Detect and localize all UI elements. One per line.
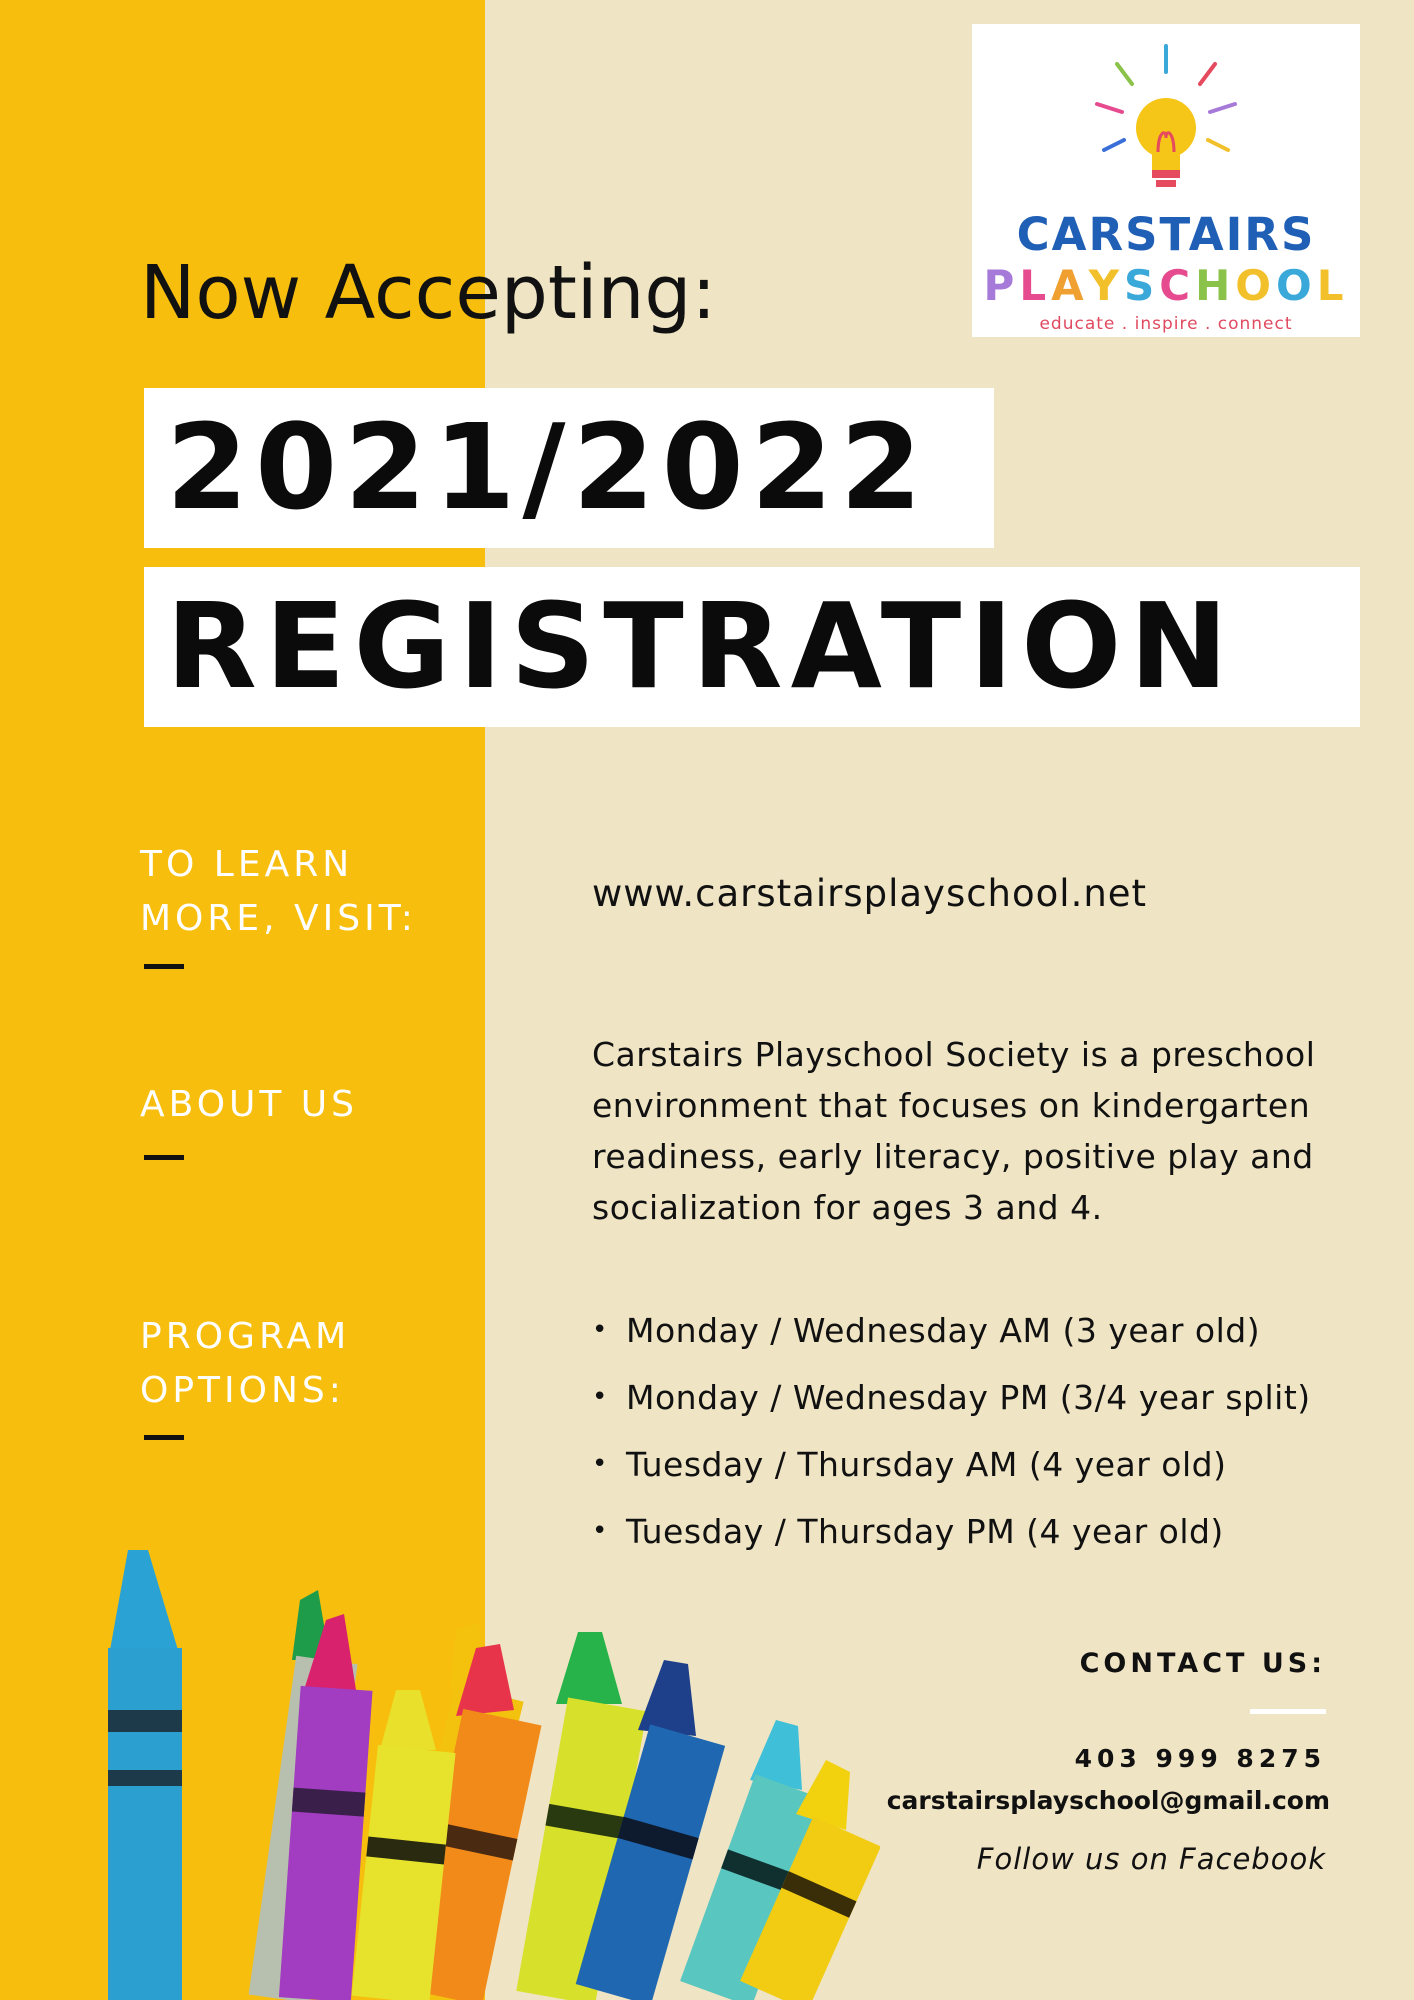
logo-letter: A xyxy=(1051,261,1089,310)
learn-more-line2: MORE, VISIT: xyxy=(140,898,417,939)
learn-more-label xyxy=(140,838,417,946)
facebook-note: Follow us on Facebook xyxy=(976,1842,1326,1876)
now-accepting-heading: Now Accepting: xyxy=(140,250,717,336)
program-options-line2: OPTIONS: xyxy=(140,1370,345,1411)
about-us-text: Carstairs Playschool Society is a preschool environment that focuses on kindergarten readiness, early literacy, positive play and socialization for ages 3 and 4. xyxy=(592,1035,1316,1227)
logo-letter: H xyxy=(1195,261,1236,310)
logo-name-line2 xyxy=(972,261,1360,310)
about-us-label: ABOUT US xyxy=(140,1084,359,1125)
logo-name-line1: CARSTAIRS xyxy=(1016,208,1316,261)
program-item: • Tuesday / Thursday AM (4 year old) xyxy=(592,1431,1311,1498)
logo-letter: O xyxy=(1235,261,1276,310)
logo-letter: C xyxy=(1159,261,1196,310)
program-item: • Monday / Wednesday PM (3/4 year split) xyxy=(592,1364,1311,1431)
program-item: • Tuesday / Thursday PM (4 year old) xyxy=(592,1498,1311,1565)
program-options-line1: PROGRAM xyxy=(140,1316,351,1357)
learn-more-divider xyxy=(144,964,184,969)
logo-letter: O xyxy=(1275,261,1317,310)
program-item: • Monday / Wednesday AM (3 year old) xyxy=(592,1297,1311,1364)
program-options-label xyxy=(140,1310,350,1418)
website-link[interactable]: www.carstairsplayschool.net xyxy=(592,872,1148,915)
registration-banner xyxy=(144,567,1360,727)
registration-text: REGISTRATION xyxy=(166,577,1237,715)
year-banner xyxy=(144,388,994,548)
contact-us-heading: CONTACT US: xyxy=(1079,1648,1326,1679)
playschool-logo xyxy=(972,24,1360,337)
logo-letter: L xyxy=(1019,261,1052,310)
logo-letter: S xyxy=(1124,261,1160,310)
logo-tagline: educate . inspire . connect xyxy=(1039,314,1293,334)
email-address[interactable]: carstairsplayschool@gmail.com xyxy=(886,1786,1330,1815)
crayons-illustration xyxy=(0,1540,880,2000)
about-us-divider xyxy=(144,1155,184,1160)
phone-number[interactable]: 403 999 8275 xyxy=(1074,1744,1326,1773)
logo-letter: Y xyxy=(1088,261,1125,310)
program-options-divider xyxy=(144,1435,184,1440)
logo-letter: P xyxy=(983,261,1020,310)
crayon-blue xyxy=(108,1550,182,2000)
lightbulb-icon xyxy=(972,24,1360,214)
program-list xyxy=(592,1297,1311,1565)
year-text: 2021/2022 xyxy=(166,398,929,536)
learn-more-line1: TO LEARN xyxy=(140,844,354,885)
contact-divider xyxy=(1250,1709,1326,1714)
logo-letter: L xyxy=(1316,261,1349,310)
